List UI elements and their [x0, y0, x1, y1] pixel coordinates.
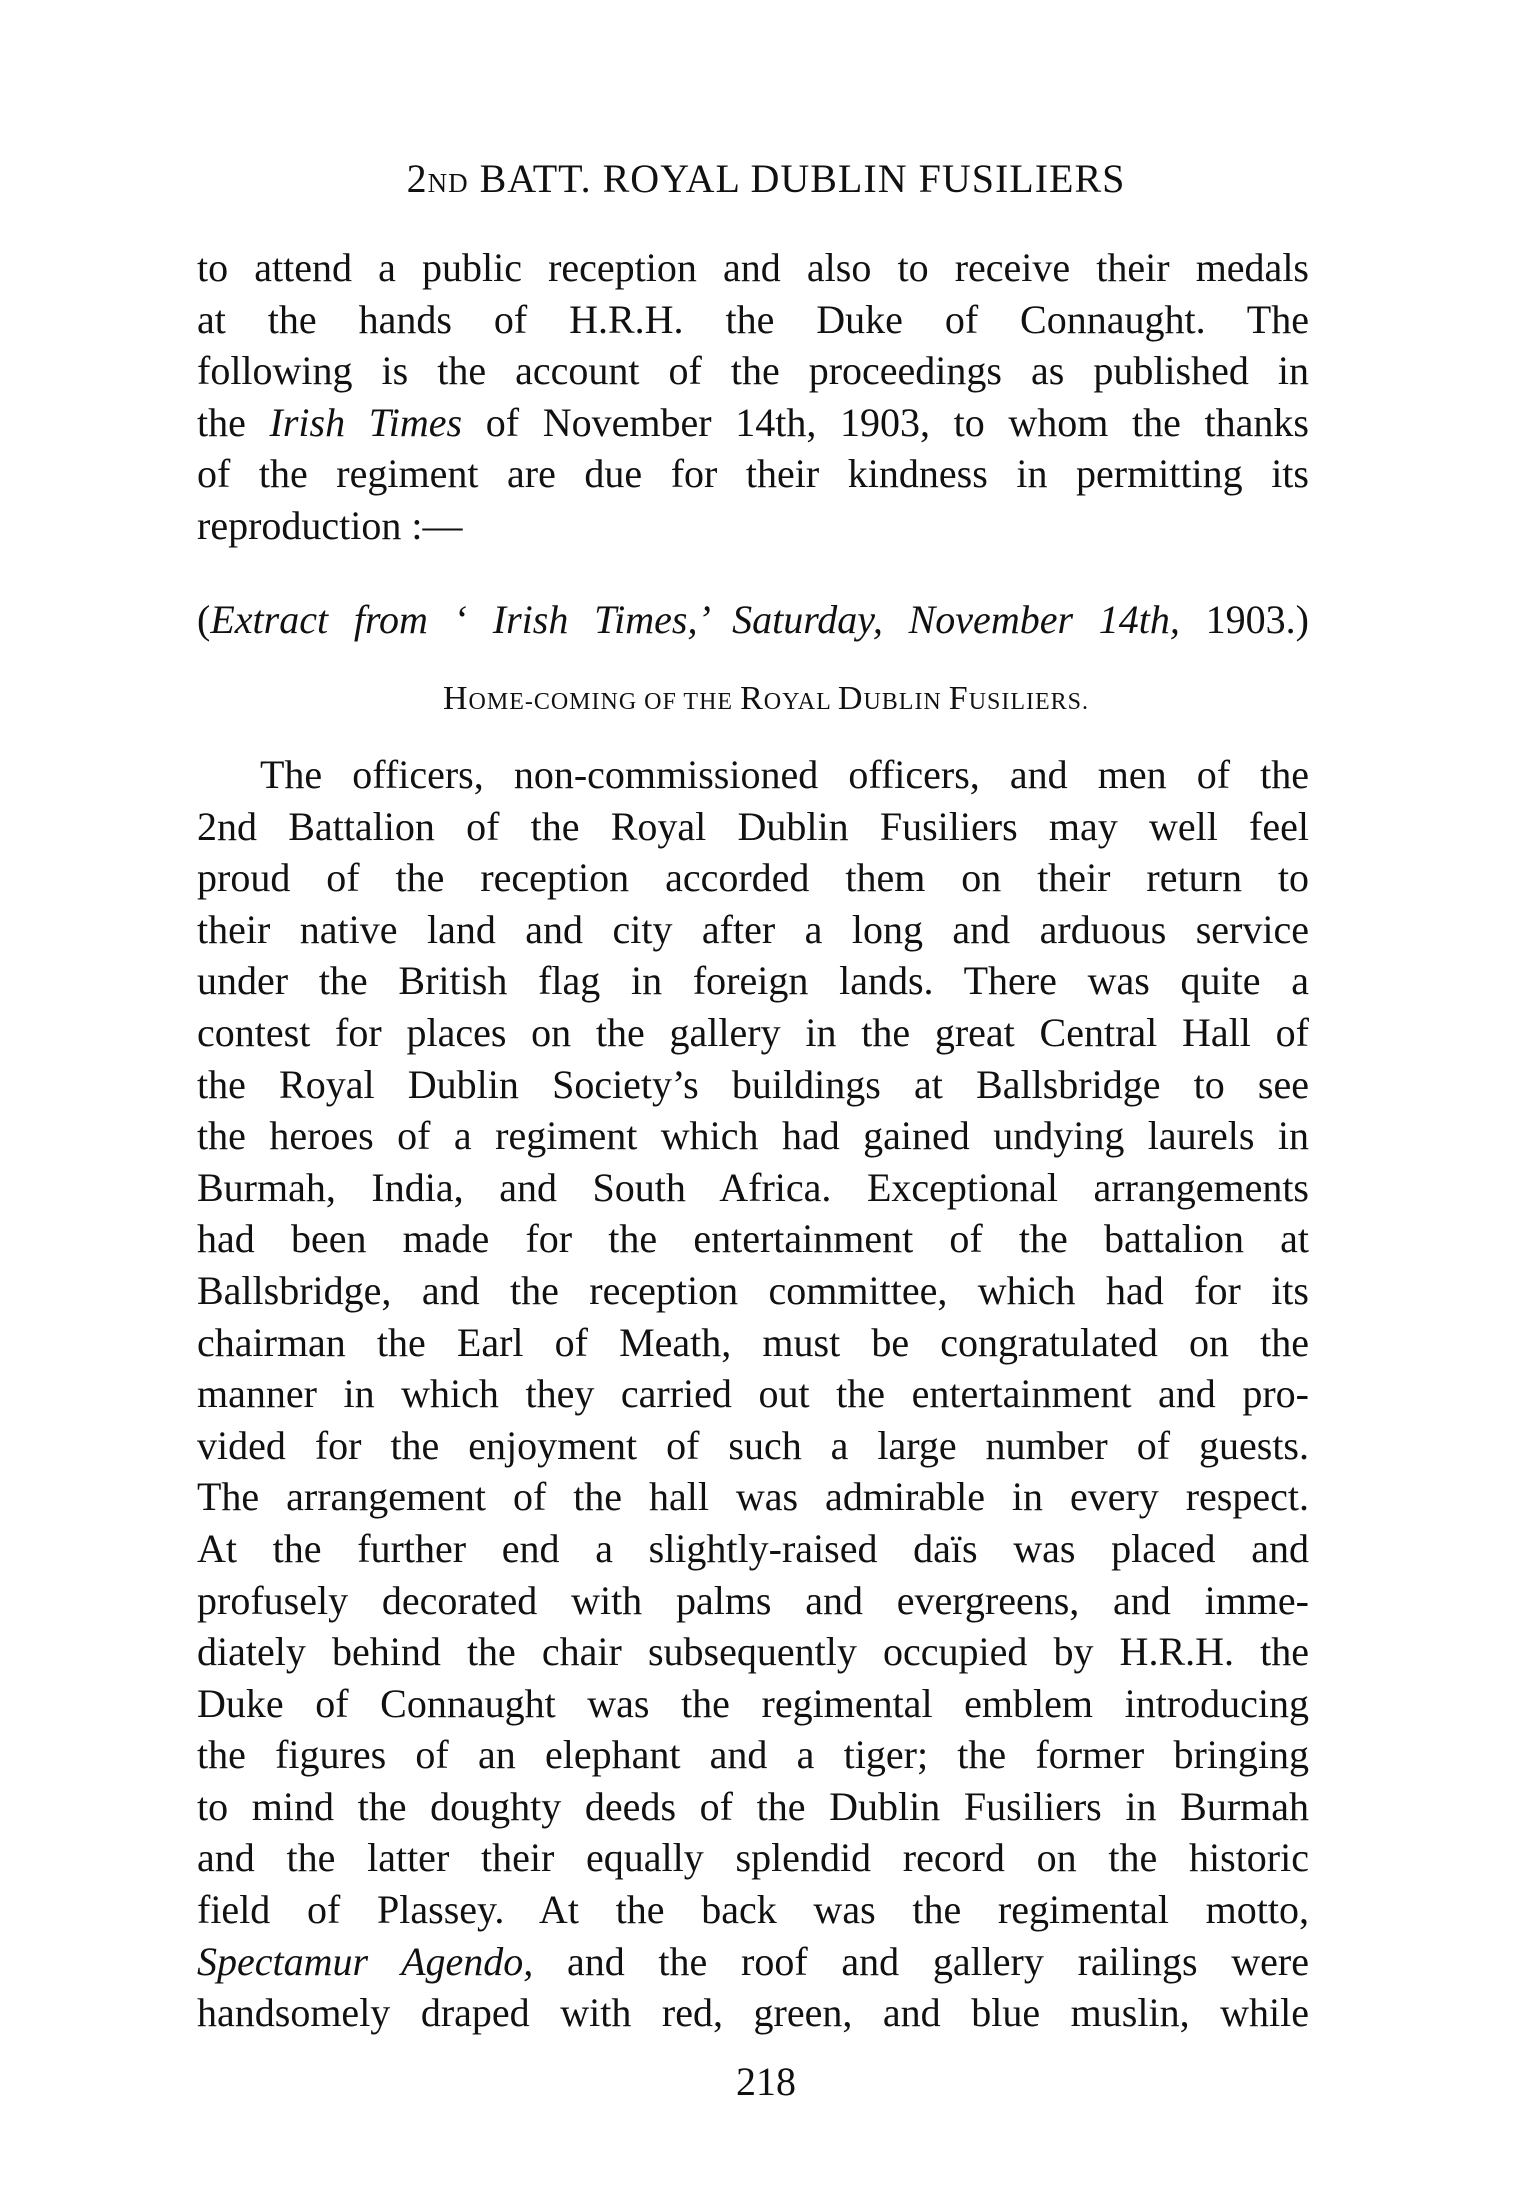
- text-line: under the British flag in foreign lands. There was quite a: [197, 958, 1309, 1004]
- text-line: [197, 1936, 1309, 1988]
- text-line: At the further end a slightly-raised daïs was placed and: [197, 1525, 1309, 1571]
- body-paragraph: [197, 749, 1309, 2039]
- text-line: The arrangement of the hall was admirable in every respect.: [197, 1474, 1309, 1520]
- text-line: proud of the reception accorded them on their return to: [197, 855, 1309, 901]
- text-line: diately behind the chair subsequently occupied by H.R.H. the: [197, 1629, 1309, 1675]
- page-number: 218: [736, 2059, 796, 2104]
- text-span: 1903.): [1179, 597, 1309, 642]
- text-line: vided for the enjoyment of such a large number of guests.: [197, 1422, 1309, 1468]
- text-span: H: [442, 680, 469, 717]
- text-line: [197, 397, 1309, 449]
- regimental-motto: Spectamur Agendo,: [197, 1938, 534, 1984]
- text-line: chairman the Earl of Meath, must be congratulated on the: [197, 1319, 1309, 1365]
- intro-paragraph: [197, 242, 1309, 552]
- text-line: of the regiment are due for their kindness in permitting its: [197, 451, 1309, 497]
- text-line: and the latter their equally splendid record on the historic: [197, 1835, 1309, 1881]
- text-line: handsomely draped with red, green, and blue muslin, while: [197, 1990, 1309, 2036]
- text-line: their native land and city after a long and arduous service: [197, 906, 1309, 952]
- running-head-ordinal: 2: [406, 156, 428, 201]
- newspaper-title: Irish Times: [269, 399, 463, 445]
- text-span: UBLIN: [863, 689, 949, 715]
- text-line: Ballsbridge, and the reception committee, which had for its: [197, 1267, 1309, 1313]
- text-line: the figures of an elephant and a tiger; the former bringing: [197, 1732, 1309, 1778]
- text-line: contest for places on the gallery in the great Central Hall of: [197, 1009, 1309, 1055]
- text-span: R: [740, 680, 764, 717]
- text-line: the heroes of a regiment which had gained undying laurels in: [197, 1113, 1309, 1159]
- text-span: the: [197, 399, 270, 445]
- text-line: to attend a public reception and also to receive their medals: [197, 245, 1309, 290]
- text-span: OYAL: [763, 689, 838, 715]
- text-line: Burmah, India, and South Africa. Exceptional arrangements: [197, 1164, 1309, 1210]
- text-line: to mind the doughty deeds of the Dublin Fusiliers in Burmah: [197, 1783, 1309, 1829]
- text-line: the Royal Dublin Society’s buildings at Ballsbridge to see: [197, 1061, 1309, 1107]
- text-line: field of Plassey. At the back was the regimental motto,: [197, 1887, 1309, 1933]
- running-head: [0, 155, 1532, 202]
- text-line: profusely decorated with palms and evergreens, and imme-: [197, 1577, 1309, 1623]
- running-head-title: BATT. ROYAL DUBLIN FUSILIERS: [479, 156, 1126, 201]
- text-span: (: [197, 597, 211, 642]
- text-span: USILIERS.: [968, 689, 1090, 715]
- article-heading: [0, 680, 1532, 718]
- text-line: manner in which they carried out the entertainment and pro-: [197, 1371, 1309, 1417]
- text-line: at the hands of H.R.H. the Duke of Connaught. The: [197, 296, 1309, 342]
- running-head-ordinal-suffix: ND: [427, 168, 469, 198]
- text-line: reproduction :—: [197, 502, 463, 548]
- extract-citation: [197, 596, 1309, 643]
- text-line: The officers, non-commissioned officers, and men of the: [260, 752, 1309, 797]
- text-line: had been made for the entertainment of the battalion at: [197, 1216, 1309, 1262]
- text-line: following is the account of the proceedings as published in: [197, 348, 1309, 394]
- text-span: F: [948, 680, 969, 717]
- text-span: and the roof and gallery railings were: [533, 1938, 1309, 1984]
- text-span: OME-COMING OF THE: [468, 689, 741, 715]
- text-span: of November 14th, 1903, to whom the thanks: [462, 399, 1309, 445]
- text-line: 2nd Battalion of the Royal Dublin Fusiliers may well feel: [197, 803, 1309, 849]
- text-span: D: [837, 680, 864, 717]
- text-span: Extract from ‘ Irish Times,’ Saturday, November 14th,: [210, 597, 1180, 642]
- text-line: Duke of Connaught was the regimental emblem introducing: [197, 1680, 1309, 1726]
